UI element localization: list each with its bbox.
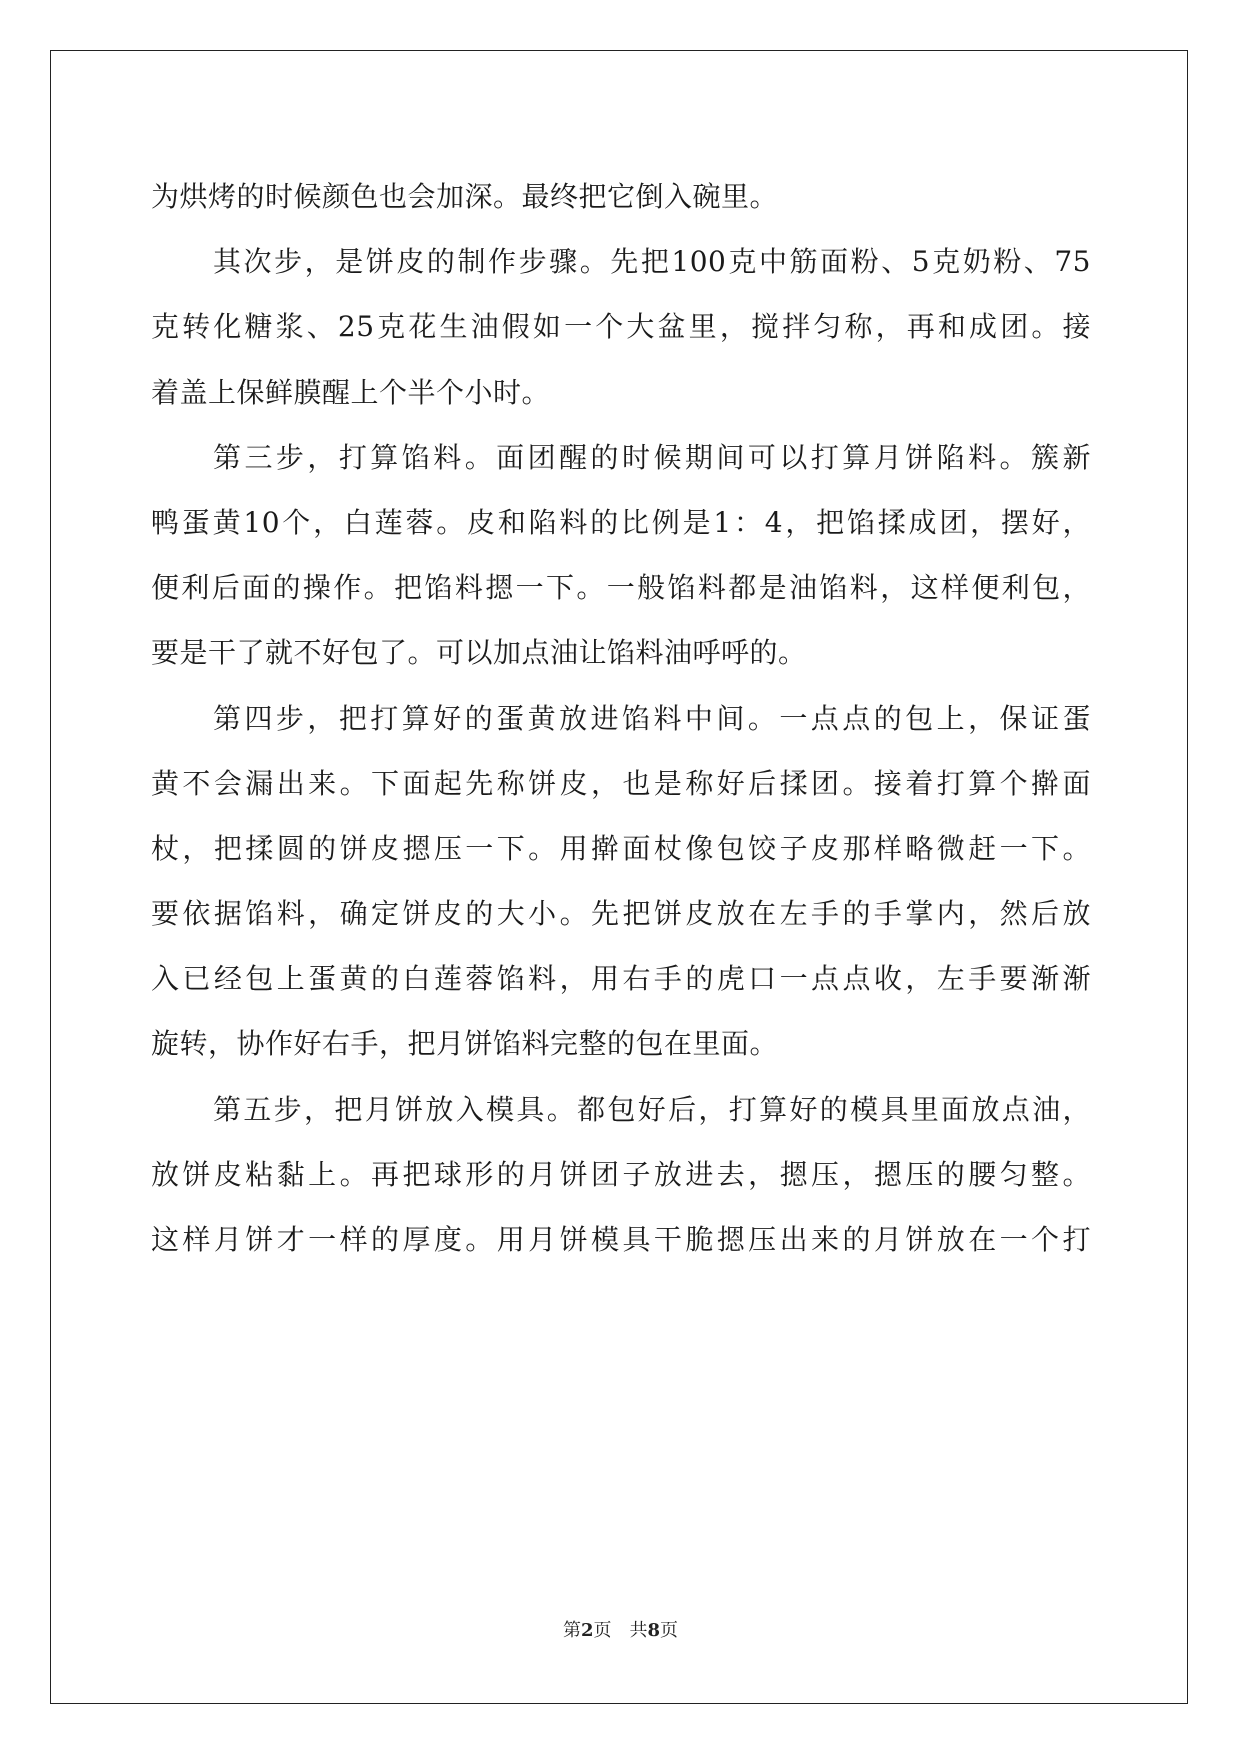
text-line: 便利后面的操作。把馅料摁一下。一般馅料都是油馅料，这样便利包， <box>151 571 1091 605</box>
text-line: 黄不会漏出来。下面起先称饼皮，也是称好后揉团。接着打算个擀面 <box>151 766 1091 800</box>
page-number: 2 <box>580 1620 594 1641</box>
text-line: 放饼皮粘黏上。再把球形的月饼团子放进去，摁压，摁压的腰匀整。 <box>151 1157 1091 1191</box>
page-number-prefix: 第 <box>562 1620 581 1641</box>
paragraph-start-line: 第三步，打算馅料。面团醒的时候期间可以打算月饼陷料。簇新 <box>213 440 1091 474</box>
text-line: 克转化糖浆、25克花生油假如一个大盆里，搅拌匀称，再和成团。接 <box>151 310 1091 344</box>
text-line: 这样月饼才一样的厚度。用月饼模具干脆摁压出来的月饼放在一个打 <box>151 1223 1091 1256</box>
total-pages-prefix: 共 <box>629 1620 648 1641</box>
page-footer <box>0 1616 1241 1642</box>
total-pages-suffix: 页 <box>660 1620 679 1641</box>
paragraph-start-line: 第四步，把打算好的蛋黄放进馅料中间。一点点的包上，保证蛋 <box>213 701 1091 735</box>
text-line: 杖，把揉圆的饼皮摁压一下。用擀面杖像包饺子皮那样略微赶一下。 <box>151 831 1091 865</box>
document-body <box>151 164 1091 1272</box>
text-line: 要依据馅料，确定饼皮的大小。先把饼皮放在左手的手掌内，然后放 <box>151 897 1091 931</box>
text-line: 鸭蛋黄10个，白莲蓉。皮和陷料的比例是1：4，把馅揉成团，摆好， <box>151 505 1091 539</box>
total-pages: 8 <box>647 1620 661 1641</box>
paragraph-start-line: 第五步，把月饼放入模具。都包好后，打算好的模具里面放点油， <box>213 1092 1091 1126</box>
text-line: 入已经包上蛋黄的白莲蓉馅料，用右手的虎口一点点收，左手要渐渐 <box>151 962 1091 996</box>
text-line: 为烘烤的时候颜色也会加深。最终把它倒入碗里。 <box>151 180 779 213</box>
text-line: 旋转，协作好右手，把月饼馅料完整的包在里面。 <box>151 1027 779 1061</box>
paragraph-start-line: 其次步，是饼皮的制作步骤。先把100克中筋面粉、5克奶粉、75 <box>213 245 1091 279</box>
page-number-suffix: 页 <box>593 1620 612 1641</box>
text-line: 着盖上保鲜膜醒上个半个小时。 <box>151 375 551 409</box>
text-line: 要是干了就不好包了。可以加点油让馅料油呼呼的。 <box>151 636 807 670</box>
